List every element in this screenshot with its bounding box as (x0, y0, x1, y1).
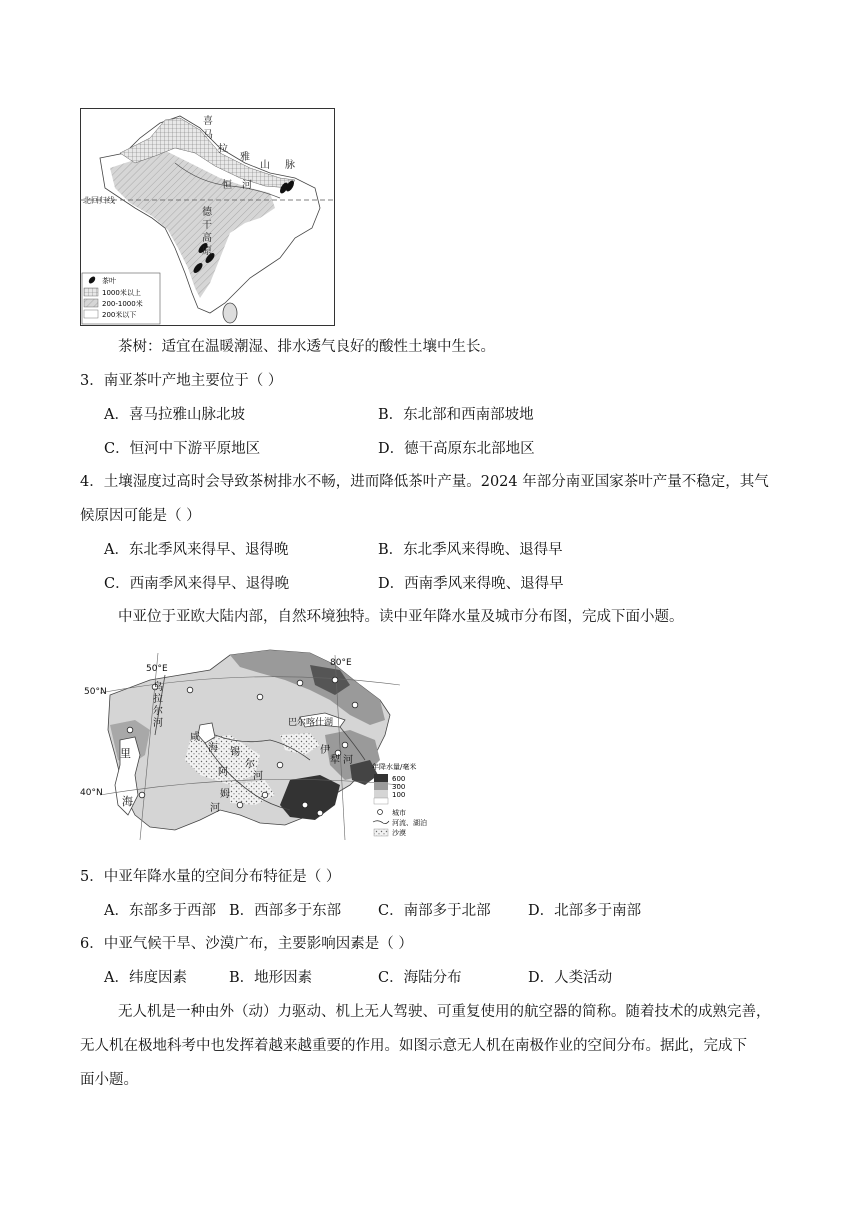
map1-label: 脉 (285, 160, 295, 171)
map2-label: 河 (210, 803, 220, 814)
city-marker (302, 802, 308, 808)
city-marker (237, 802, 243, 808)
map1-label: 德 (202, 207, 212, 218)
map2-label: 河 (253, 771, 263, 782)
legend-city: 城市 (392, 809, 406, 817)
drone-passage-line2: 无人机在极地科考中也发挥着越来越重要的作用。如图示意无人机在南极作业的空间分布。据此，完成下 (80, 1038, 747, 1054)
legend-low: 200米以下 (102, 311, 137, 319)
q5-option-b[interactable]: B．西部多于东部 (229, 903, 342, 919)
map1-label: 河 (242, 180, 252, 191)
drone-passage-line1: 无人机是一种由外（动）力驱动、机上无人驾驶、可重复使用的航空器的简称。随着技术的成熟完善， (118, 1004, 771, 1020)
map2-label: 尔 (153, 706, 163, 717)
map1-label: 原 (202, 246, 212, 257)
map2-label: 咸 (190, 732, 200, 743)
legend-600: 600 (392, 775, 406, 783)
q6-option-a[interactable]: A．纬度因素 (104, 970, 187, 986)
city-marker (277, 762, 283, 768)
city-marker (127, 727, 133, 733)
map2-label: 锡 (230, 747, 240, 758)
map1-label: 马 (203, 130, 213, 141)
q3-stem: 3．南亚茶叶产地主要位于（ ） (80, 373, 283, 389)
lat-label: 40°N (80, 788, 103, 798)
map2-label: 尔 (245, 759, 255, 770)
map2-label: 姆 (220, 789, 230, 800)
legend-mid: 200-1000米 (102, 300, 143, 308)
q4-stem-cont: 候原因可能是（ ） (80, 508, 201, 524)
map1-label: 雅 (240, 152, 250, 163)
map1-label: 山 (260, 160, 270, 171)
city-marker (187, 687, 193, 693)
city-marker (317, 810, 323, 816)
q4-option-d[interactable]: D．西南季风来得晚、退得早 (378, 576, 564, 592)
q6-option-b[interactable]: B．地形因素 (229, 970, 313, 986)
q4-option-c[interactable]: C．西南季风来得早、退得晚 (104, 576, 290, 592)
map2-label: 海 (122, 795, 133, 808)
q6-option-c[interactable]: C．海陆分布 (378, 970, 462, 986)
q5-option-c[interactable]: C．南部多于北部 (378, 903, 491, 919)
q3-option-d[interactable]: D．德干高原东北部地区 (378, 441, 535, 457)
q5-option-a[interactable]: A．东部多于西部 (104, 903, 216, 919)
map2-label: 乌 (153, 682, 163, 693)
q3-option-a[interactable]: A．喜马拉雅山脉北坡 (104, 407, 245, 423)
map2-label: 海 (208, 743, 218, 754)
q6-option-d[interactable]: D．人类活动 (528, 970, 613, 986)
q5-option-d[interactable]: D．北部多于南部 (528, 903, 642, 919)
city-marker (139, 792, 145, 798)
q5-stem: 5．中亚年降水量的空间分布特征是（ ） (80, 869, 341, 885)
lon-label: 80°E (330, 658, 352, 668)
south-asia-map (80, 108, 335, 326)
map2-label: 河 (153, 718, 163, 729)
legend-high: 1000米以上 (102, 289, 141, 297)
map1-label: 恒 (222, 180, 232, 191)
map2-label: 阿 (218, 767, 228, 778)
legend-100: 100 (392, 791, 406, 799)
central-asia-map (80, 645, 427, 840)
map2-label: 河 (343, 755, 353, 766)
map1-label: 喜 (203, 116, 213, 127)
legend-title: 年降水量/毫米 (372, 763, 417, 771)
legend-tea: 茶叶 (102, 277, 116, 285)
city-marker (342, 742, 348, 748)
q4-option-a[interactable]: A．东北季风来得早、退得晚 (104, 542, 289, 558)
lat-label: 50°N (84, 687, 107, 697)
map1-label: 干 (202, 220, 212, 231)
q3-option-c[interactable]: C．恒河中下游平原地区 (104, 441, 261, 457)
map2-label: 里 (120, 747, 131, 760)
q3-option-b[interactable]: B．东北部和西南部坡地 (378, 407, 534, 423)
lon-label: 50°E (146, 664, 168, 674)
city-marker (332, 677, 338, 683)
city-marker (262, 792, 268, 798)
city-marker (297, 680, 303, 686)
tropic-label: 北回归线 (83, 196, 115, 205)
map2-legend (372, 762, 427, 837)
map1-label: 拉 (218, 144, 228, 155)
q6-stem: 6．中亚气候干旱、沙漠广布，主要影响因素是（ ） (80, 936, 413, 952)
map1-legend (82, 273, 160, 324)
city-marker (257, 694, 263, 700)
map1-label: 高 (202, 233, 212, 244)
map2-label: 犁 (330, 755, 340, 766)
map2-label: 拉 (153, 694, 163, 705)
map2-label: 巴尔喀什湖 (288, 718, 334, 728)
legend-river: 河流、湖泊 (392, 819, 427, 827)
q4-stem: 4．土壤湿度过高时会导致茶树排水不畅，进而降低茶叶产量。2024 年部分南亚国家茶叶产量不稳定，其气 (80, 474, 769, 490)
central-asia-intro: 中亚位于亚欧大陆内部，自然环境独特。读中亚年降水量及城市分布图，完成下面小题。 (118, 609, 684, 625)
city-marker (352, 702, 358, 708)
q4-option-b[interactable]: B．东北季风来得晚、退得早 (378, 542, 563, 558)
map2-label: 伊 (320, 745, 330, 756)
drone-passage-line3: 面小题。 (80, 1072, 138, 1088)
legend-desert: 沙漠 (392, 829, 406, 837)
legend-300: 300 (392, 783, 406, 791)
tea-note: 茶树：适宜在温暖潮湿、排水透气良好的酸性土壤中生长。 (118, 339, 495, 355)
